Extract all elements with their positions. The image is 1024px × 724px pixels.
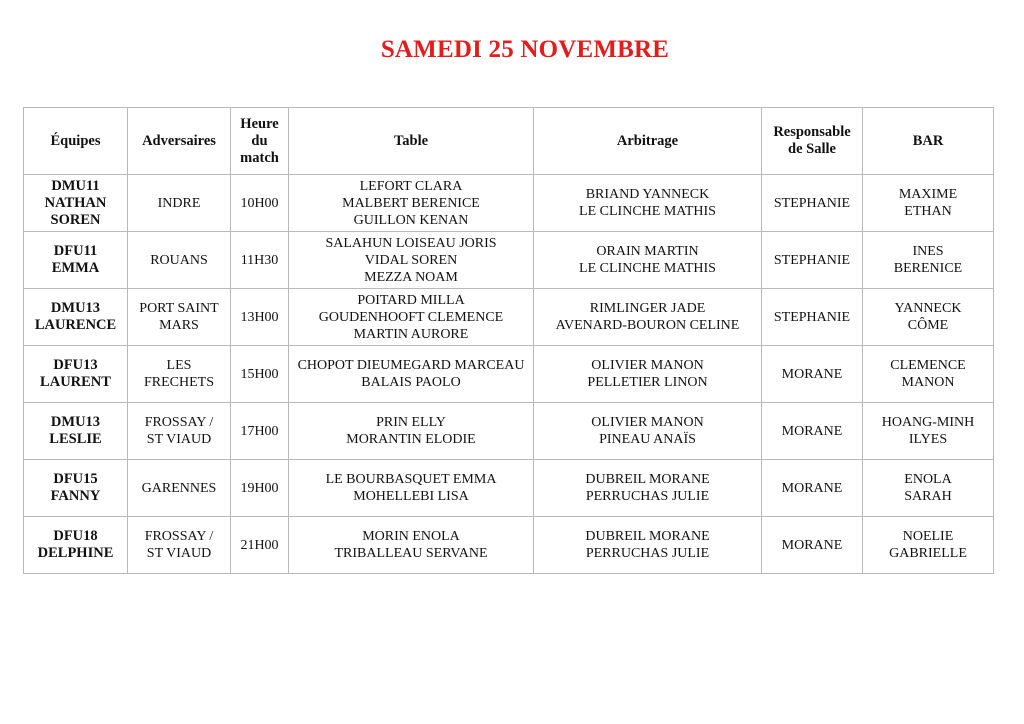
cell-table-line: MORANTIN ELODIE: [346, 432, 476, 447]
cell-heure: 19H00: [231, 460, 289, 517]
cell-adversaire: [128, 175, 231, 232]
header-responsable-line: de Salle: [788, 141, 836, 157]
header-arbitrage: Arbitrage: [534, 108, 762, 175]
cell-bar-line: MANON: [901, 375, 955, 390]
cell-table-line: CHOPOT DIEUMEGARD MARCEAU: [297, 358, 525, 373]
cell-bar-line: MAXIME: [898, 187, 958, 202]
cell-equipe-line: DELPHINE: [37, 545, 114, 561]
cell-adversaire-line: ST VIAUD: [146, 546, 212, 561]
cell-equipe: [24, 517, 128, 574]
header-adversaires: Adversaires: [128, 108, 231, 175]
cell-adversaire-line: INDRE: [157, 195, 201, 211]
table-row: [24, 289, 994, 346]
cell-bar: [863, 460, 994, 517]
cell-table-line: LE BOURBASQUET EMMA: [325, 472, 497, 487]
cell-table-line: POITARD MILLA: [357, 292, 465, 308]
cell-arbitrage-line: LE CLINCHE MATHIS: [579, 204, 716, 219]
table-row: [24, 232, 994, 289]
header-equipes: Équipes: [24, 108, 128, 175]
cell-equipe-line: LAURENT: [40, 374, 111, 390]
cell-adversaire: [128, 346, 231, 403]
cell-equipe: [24, 289, 128, 346]
cell-responsable: MORANE: [762, 517, 863, 574]
cell-arbitrage-line: PELLETIER LINON: [587, 375, 708, 390]
cell-equipe-line: DMU11: [51, 177, 100, 194]
cell-table-line: VIDAL SOREN: [364, 252, 458, 268]
cell-table: [289, 289, 534, 346]
cell-table-line: SALAHUN LOISEAU JORIS: [325, 235, 497, 251]
cell-table-line: PRIN ELLY: [376, 415, 446, 430]
cell-adversaire-line: FROSSAY /: [144, 415, 214, 430]
cell-arbitrage-line: LE CLINCHE MATHIS: [579, 261, 716, 276]
cell-arbitrage: [534, 460, 762, 517]
cell-table: [289, 460, 534, 517]
cell-responsable: MORANE: [762, 460, 863, 517]
cell-bar: [863, 175, 994, 232]
cell-equipe-line: DMU13: [50, 300, 101, 316]
cell-bar-line: ILYES: [908, 432, 948, 447]
cell-arbitrage-line: BRIAND YANNECK: [585, 187, 710, 202]
table-row: [24, 175, 994, 232]
cell-arbitrage-line: ORAIN MARTIN: [596, 244, 699, 259]
cell-equipe-line: DFU18: [53, 528, 98, 544]
cell-arbitrage: [534, 175, 762, 232]
cell-table-line: MEZZA NOAM: [364, 269, 458, 285]
schedule-table: [23, 107, 994, 574]
cell-bar-line: CLEMENCE: [890, 358, 966, 373]
cell-bar-line: GABRIELLE: [889, 546, 967, 561]
cell-arbitrage-line: DUBREIL MORANE: [585, 472, 710, 487]
cell-equipe: [24, 403, 128, 460]
cell-arbitrage-line: PINEAU ANAÏS: [599, 432, 696, 447]
cell-arbitrage-line: OLIVIER MANON: [591, 358, 704, 373]
cell-heure: 21H00: [231, 517, 289, 574]
cell-adversaire: [128, 460, 231, 517]
cell-responsable: STEPHANIE: [762, 175, 863, 232]
cell-equipe-line: LAURENCE: [34, 317, 117, 333]
cell-adversaire: [128, 289, 231, 346]
cell-bar-line: HOANG-MINH: [881, 415, 975, 430]
schedule-body: [24, 175, 994, 574]
cell-bar: [863, 346, 994, 403]
table-row: [24, 460, 994, 517]
cell-adversaire-line: FRECHETS: [143, 375, 214, 390]
cell-bar-line: INES: [912, 244, 944, 259]
cell-arbitrage: [534, 517, 762, 574]
cell-adversaire-line: FROSSAY /: [144, 529, 214, 544]
cell-adversaire: [128, 517, 231, 574]
cell-heure: 15H00: [231, 346, 289, 403]
cell-heure: 11H30: [231, 232, 289, 289]
cell-arbitrage: [534, 346, 762, 403]
table-row: [24, 403, 994, 460]
cell-adversaire-line: ROUANS: [150, 252, 208, 268]
header-heure-line: Heure: [240, 115, 279, 132]
cell-adversaire-line: GARENNES: [141, 480, 217, 496]
header-responsable: [762, 108, 863, 175]
cell-equipe: [24, 232, 128, 289]
cell-arbitrage-line: AVENARD-BOURON CELINE: [555, 318, 740, 333]
cell-equipe-line: DFU13: [53, 357, 98, 373]
cell-bar: [863, 403, 994, 460]
cell-equipe-line: DFU11: [53, 243, 98, 259]
cell-equipe: [24, 175, 128, 232]
cell-equipe: [24, 346, 128, 403]
cell-bar: [863, 232, 994, 289]
cell-table: [289, 517, 534, 574]
table-row: [24, 517, 994, 574]
cell-table: [289, 175, 534, 232]
cell-table-line: MORIN ENOLA: [362, 529, 460, 544]
cell-responsable: MORANE: [762, 403, 863, 460]
cell-heure: 13H00: [231, 289, 289, 346]
header-responsable-line: Responsable: [773, 124, 851, 140]
cell-table-line: BALAIS PAOLO: [361, 375, 461, 390]
cell-arbitrage-line: PERRUCHAS JULIE: [585, 546, 710, 561]
cell-arbitrage-line: PERRUCHAS JULIE: [585, 489, 710, 504]
cell-table-line: GUILLON KENAN: [353, 212, 469, 228]
cell-equipe: [24, 460, 128, 517]
cell-bar: [863, 289, 994, 346]
header-bar: BAR: [863, 108, 994, 175]
cell-table-line: LEFORT CLARA: [359, 178, 463, 194]
cell-equipe-line: NATHAN: [44, 194, 107, 211]
cell-bar-line: ETHAN: [904, 204, 952, 219]
cell-bar-line: ENOLA: [904, 472, 952, 487]
cell-adversaire-line: ST VIAUD: [146, 432, 212, 447]
cell-equipe-line: DMU13: [50, 414, 101, 430]
header-heure: [231, 108, 289, 175]
cell-responsable: STEPHANIE: [762, 289, 863, 346]
header-table: Table: [289, 108, 534, 175]
cell-bar: [863, 517, 994, 574]
cell-adversaire-line: LES: [166, 358, 192, 373]
header-row: [24, 108, 994, 175]
cell-table: [289, 232, 534, 289]
header-heure-line: du: [251, 132, 268, 149]
cell-table-line: GOUDENHOOFT CLEMENCE: [318, 309, 504, 325]
cell-bar-line: CÔME: [907, 318, 949, 333]
cell-adversaire: [128, 403, 231, 460]
cell-table: [289, 346, 534, 403]
cell-equipe-line: DFU15: [53, 471, 98, 487]
cell-table-line: TRIBALLEAU SERVANE: [334, 546, 488, 561]
cell-bar-line: YANNECK: [894, 301, 962, 316]
cell-adversaire-line: MARS: [159, 318, 199, 333]
cell-responsable: STEPHANIE: [762, 232, 863, 289]
page-title: SAMEDI 25 NOVEMBRE: [380, 36, 670, 63]
cell-arbitrage-line: OLIVIER MANON: [591, 415, 704, 430]
cell-bar-line: BERENICE: [893, 261, 963, 276]
cell-arbitrage: [534, 289, 762, 346]
cell-adversaire: [128, 232, 231, 289]
cell-arbitrage-line: RIMLINGER JADE: [589, 301, 706, 316]
cell-arbitrage: [534, 232, 762, 289]
cell-arbitrage-line: DUBREIL MORANE: [585, 529, 710, 544]
header-heure-line: match: [240, 149, 279, 166]
cell-table-line: MARTIN AURORE: [353, 326, 469, 342]
cell-table-line: MOHELLEBI LISA: [353, 489, 469, 504]
cell-heure: 17H00: [231, 403, 289, 460]
cell-adversaire-line: PORT SAINT: [139, 301, 219, 316]
cell-equipe-line: LESLIE: [49, 431, 102, 447]
cell-table: [289, 403, 534, 460]
cell-arbitrage: [534, 403, 762, 460]
cell-bar-line: NOELIE: [902, 529, 954, 544]
cell-responsable: MORANE: [762, 346, 863, 403]
cell-equipe-line: FANNY: [50, 488, 101, 504]
cell-heure: 10H00: [231, 175, 289, 232]
cell-bar-line: SARAH: [904, 489, 952, 504]
table-row: [24, 346, 994, 403]
cell-table-line: MALBERT BERENICE: [342, 195, 480, 211]
cell-equipe-line: EMMA: [51, 260, 100, 276]
cell-equipe-line: SOREN: [50, 211, 101, 228]
